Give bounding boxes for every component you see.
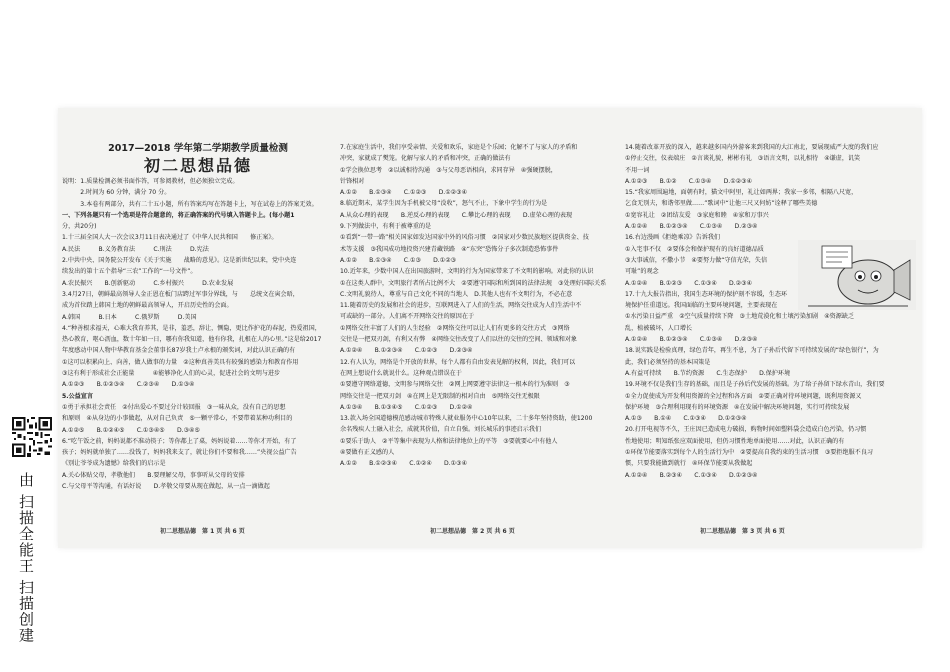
text-line: 5.公益宣言 <box>62 392 93 400</box>
text-line: C.文明礼貌待人，尊重与自己文化不同的当地人 D.其他人也有不文明行为，不必在意 <box>340 290 573 298</box>
column-3-lines <box>625 142 917 481</box>
page-footer-1: 初二思想品德 第 1 页 共 6 页 <box>160 528 245 535</box>
text-line: 12.有人认为，网络是个开放的世界，每个人都有自由发表见解的权利，因此，我们可以 <box>340 358 576 366</box>
text-line: ③这有利于形成社会正能量 ④能够净化人们的心灵，促进社会的文明与进步 <box>62 370 281 378</box>
text-line: 16.右边漫画《拒绝乘凉》告诉我们 <box>625 234 721 242</box>
text-line: 19.环境不仅是我们生存的基础，而且是子孙后代发展的基础。为了给子孙留下绿水青山，我们要 <box>625 381 885 389</box>
exam-title: 2017—2018 学年第二学期教学质量检测 <box>108 143 288 154</box>
text-line: ①水污染日益严重 ②空气质量持续下降 ③土地荒漠化和土壤污染加剧 ④资源缺乏 <box>625 313 855 321</box>
text-line: ①这可以积累向上、向善，做人做事的力量 ②这种真善美具有较强的感染力和教育作用 <box>62 358 299 366</box>
text-line: A.关心体贴父母，孝敬他们 B.要理解父母，事事听从父母的安排 <box>62 471 245 479</box>
text-line: 《别让爷爷成为遗憾》给我们的启示是 <box>62 460 166 468</box>
text-line: ①网络交往丰富了人们的人生经验 ②网络交往可以让人们有更多的交往方式 ③网络 <box>340 324 570 332</box>
text-line: ①看到“一带一路”相关国家如发达国家中外的风俗习惯 ②国家对少数民族地区提供资金、技 <box>340 234 589 242</box>
text-line: 1.十三届全国人大一次会议3月11日表决通过了《中华人民共和国 修正案》。 <box>62 234 278 242</box>
text-line: ④要做有正义感的人 <box>340 449 395 457</box>
text-line: 3.本卷有两部分，共有二十五小题，所有答案均写在答题卡上，写在试卷上的答案无效。 <box>62 200 318 208</box>
text-line: 网络交往是一把双刃剑 ④在网上是无限制的相对自由 ⑤网络交往无极限 <box>340 392 540 400</box>
text-line: ①入宅事不仅 ②要体会和保护现有的良好道德品质 <box>625 245 764 253</box>
text-line: A.①②④ B.①②③④ C.①②③ D.②③④ <box>340 347 473 355</box>
text-line: 孩子；妈妈就单独了……没钱了，妈妈我来支了，就让你们不要和我……”央视公益广告 <box>62 449 297 457</box>
text-line: A.①② B.①③④ C.①②③ D.①②③④ <box>340 189 468 197</box>
text-line: 2.时间为 60 分钟，满分 70 分。 <box>62 189 171 197</box>
exam-subject: 初二思想品德 <box>143 156 252 175</box>
text-line: ①停止交往，仪表端庄 ②言谈礼貌，彬彬有礼 ③语言文明，以礼相待 ④谦虚，讥笑 <box>625 155 861 163</box>
text-line: ①学会换位思考 ②以诚相待沟通 ③与父母恶语相向，求同存异 ④强硬摆脱， <box>340 166 557 174</box>
text-line: 交往是一把双刃剑，有利又有弊 ④网络交往改变了人们以往的交往的空间、领域和对象 <box>340 336 578 344</box>
text-line: 性地使用；明知纸张应双面使用，但仍习惯性地单面使用……对此，认识正确的有 <box>625 437 845 445</box>
text-line: ①在这类人群中，文明旅行者所占比例不大 ②要遵守国际和所到国的法律法规 ③处理好国际关系 <box>340 279 607 287</box>
text-line: 乱，植被破坏，人口增长 <box>625 324 693 332</box>
text-line: 冲突，家就成了樊笼。化解与家人的矛盾和冲突，正确的做法有 <box>340 155 511 163</box>
column-1-lines <box>62 176 334 492</box>
text-line: 热心教育，呕心沥血，数十年如一日，哪有你我知道，他有你我，扎根在人的心里。”这是给2017 <box>62 336 322 344</box>
text-line: ①要乐于助人 ②平等集中表现为人格和法律地位上的平等 ③要就要心中有他人 <box>340 437 558 445</box>
text-line: 不用一词 <box>625 166 650 174</box>
text-line: 14.随着改革开放的深入，越来越多国内外游客来到我国的大江南北，要展现威严大度的我们应 <box>625 144 879 151</box>
text-line: 6.“吃午饭之前，妈妈说都不准动筷子；等你都上了桌，妈妈说着……等你才开始，有了 <box>62 437 297 445</box>
text-line: A.①② B.①③④ C.①③ D.①②③ <box>340 256 457 264</box>
text-line: 7.在家庭生活中，我们享受亲情、关爱和欢乐，家庭是个乐园；化解不了与家人的矛盾和 <box>340 144 578 151</box>
text-line: A.①③④ B.①③④⑤ C.①②③ D.①②④ <box>340 403 473 411</box>
text-line: ③大事诚信，不撒小节 ④要努力做“守信光荣，失信 <box>625 256 768 264</box>
text-line: 2.中共中央、国务院公开发布《关于实施 战略的意见》。这是新世纪以来，党中央连 <box>62 257 297 265</box>
text-line: 境保护任重道远。我国面临的主要环境问题，主要表现在 <box>625 302 778 310</box>
text-line: 一、下列各题只有一个选项是符合题意的，将正确答案的代号填入答题卡上。(每小题1 <box>62 211 295 219</box>
text-line: ①全力促使成为开发利用资源的全过程和各方面 ②要正确对待环境问题，既利用资源又 <box>625 392 862 400</box>
text-line: 18.说实践是检验真理，绿色青年，再生不息，为了子孙后代留下可持续发展的“绿色银行”，为 <box>625 347 879 355</box>
text-line: C.与父母平等沟通，有话好说 D.孝敬父母要从现在做起，从一点一滴做起 <box>62 483 270 491</box>
text-line: 在网上想说什么就说什么。这种观点错误在于 <box>340 369 462 377</box>
text-line: 13.款入场全国道德模范感动城市特殊人就业服务中心10年以来，二十多年坚持资助，使1200 <box>340 415 593 423</box>
text-line: A.①③ B.①④ C.①③④ D.①②③④ <box>625 415 747 423</box>
page-column-2 <box>340 112 620 470</box>
text-line: A.①②④ B.②③④ C.①③④ D.①②③④ <box>625 471 758 479</box>
text-line: 惯，只要我能做到就行 ④环保节能要从我做起 <box>625 460 753 468</box>
text-line: A.从众心理的表现 B.逆反心理的表现 C.攀比心理的表现 D.虚荣心理的表现 <box>340 211 573 219</box>
scanner-watermark: 由 扫描全能王 扫描创建 <box>17 472 35 644</box>
page-footer-3: 初二思想品德 第 3 页 共 6 页 <box>700 528 785 535</box>
text-line: A.农民振兴 B.创新驱动 C.乡村振兴 D.农业发展 <box>62 279 234 287</box>
text-line: 和原则 ④从身边的小事做起，从对自己负责 ⑤一颗平常心，不要带着某种功利目的 <box>62 415 293 423</box>
text-line: A.有益可持续 B.节约资源 C.生态保护 D.保护环境 <box>625 369 791 377</box>
text-line: 保护环境 ③合理利用现有的环境资源 ④在发展中解决环境问题，实行可持续发展 <box>625 403 850 411</box>
text-line: ①勇于承担社会责任 ②付出爱心不要过分计较回报 ③一味从众，没有自己的思想 <box>62 403 286 411</box>
page-column-1 <box>62 112 334 492</box>
text-line: 年度感动中国人物中华教育基金会董事长87岁我土卢永根的颁奖词，对此认识正确的有 <box>62 347 296 355</box>
text-line: A.①②⑤ B.①②④⑤ C.①③④⑤ D.③④⑤ <box>62 426 200 434</box>
page-footer-2: 初二思想品德 第 2 页 共 6 页 <box>430 528 515 535</box>
text-line: 8.临近期末，某学生因为手机被父母“没收”，怒气不止，下象中学生的行为是 <box>340 200 548 208</box>
text-line: 4.“种善根求福天，心难大我育养其，是非，羞恶，辞让，恻隐，更比作护花的春泥，热爱祖国， <box>62 324 321 332</box>
text-line: 续发出的第十五个指导“三农”工作的“一号文件”。 <box>62 268 197 276</box>
text-line: ①要遵守网络道德，文明参与网络交往 ②网上网要遵守法律这一根本的行为准则 ③ <box>340 381 570 389</box>
text-line: A.民法 B.义务教育法 C.刑法 D.宪法 <box>62 245 209 253</box>
column-2-lines <box>340 142 620 470</box>
text-line: 可或缺的一部分。人们离不开网络交往的原因在于 <box>340 313 475 321</box>
text-line: 10.近年来，少数中国人在出国旅游时，文明的行为为国家带来了不文明的影响。对此你的认识 <box>340 268 594 276</box>
cartoon-illustration <box>798 240 916 310</box>
text-line: ①宽容礼让 ②团结友爱 ③家庭和睦 ④家和万事兴 <box>625 211 769 219</box>
text-line: 余名残疾人士融入社会，成就其价值，自立自强。刘长城乐的事迹启示我们 <box>340 426 542 434</box>
text-line: 9.下列做法中，有利于被尊重的是 <box>340 223 432 231</box>
text-line: 术等支援 ③我国成功地投资兴建青藏铁路 ④“东突”恐怖分子多次制造恐怖事件 <box>340 245 559 253</box>
text-line: 20.打开电视等不久，王庄因已造成电力破损，购物时间如塑料袋会造成白色污染，仍习惯 <box>625 426 867 434</box>
text-line: ①环保节能要落实到每个人的生活行为中 ②要提高自我约束的生活习惯 ③要拒绝服不良习 <box>625 449 873 457</box>
text-line: 说明：1.质量检测必须书面作答，可参阅教材，但必须独立完成。 <box>62 178 239 185</box>
text-line: 针锋相对 <box>340 177 365 185</box>
text-line: A.①②④ B.①②③④ C.①③④ D.②③④ <box>625 336 758 344</box>
text-line: 分，共20分) <box>62 223 97 231</box>
text-line: 11.随着历史的发展和社会的进步，互联网进入了人们的生活，网络交往成为人们生活中不 <box>340 302 582 310</box>
text-line: 可耻”的观念 <box>625 268 659 276</box>
text-line: A.①②③ B.①② C.①③④ D.①②③④ <box>625 177 753 185</box>
text-line: 此，我们必须坚持的基本国策是 <box>625 358 711 366</box>
qr-code-icon <box>12 417 52 457</box>
text-line: A.①②③ B.①②③④ C.②③④ D.①③④ <box>62 381 195 389</box>
text-line: 乞食无别夫，和谐邻里做……”歌词中“让他三尺又何妨”诠释了哪些美德 <box>625 200 818 208</box>
text-line: A.①② B.①②③④ C.①②④ D.①③④ <box>340 460 468 468</box>
text-line: A.①②④ B.①②③④ C.①③④ D.②③④ <box>625 223 758 231</box>
text-line: 17.十九大报告指出，我国生态环境的保护刻不容缓，生态环 <box>625 290 788 298</box>
text-line: 15.“我家周围遍地，面朝有时，猫文中阿里，礼让如两界；我家一多邻，相隔八尺宽， <box>625 189 858 197</box>
text-line: 成为首位踏上韩国土地的朝鲜最高领导人，开启历史性的会面。 <box>62 302 233 310</box>
text-line: 3.4月27日，朝鲜最高领导人金正恩在板门店跨过军事分界线，与 总统文在寅会晤， <box>62 290 299 298</box>
text-line: A.①②④ B.①②③ C.①③④ D.②③④ <box>625 279 753 287</box>
text-line: A.韩国 B.日本 C.俄罗斯 D.美国 <box>62 313 197 321</box>
